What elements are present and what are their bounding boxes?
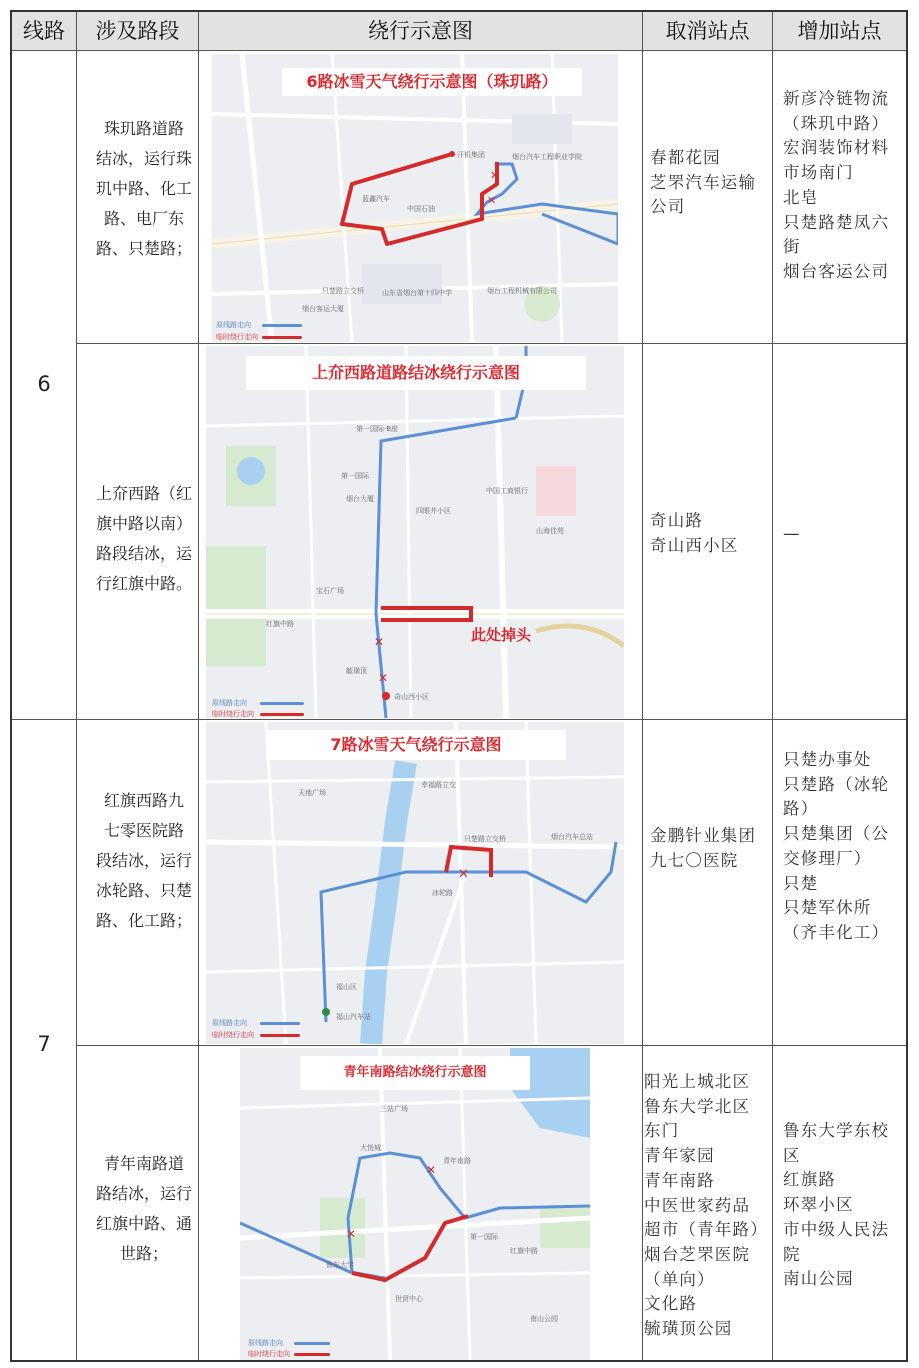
legend-original-line — [262, 324, 302, 327]
detour-map — [206, 722, 624, 1044]
added-stations: 新彦冷链物流 （珠玑中路） 宏润装饰材料 市场南门 北皂 只楚路楚凤六 街 烟台客运公司 — [783, 89, 890, 281]
map-label: 烟台汽车工程职业学院 — [512, 153, 582, 161]
svg-text:✕: ✕ — [378, 671, 389, 685]
section-description: 珠玑路道路 结冰，运行珠 玑中路、化工 路、电厂东 路、只楚路； — [95, 119, 192, 258]
added-stations: 鲁东大学东校 区 红旗路 环翠小区 市中级人民法 院 南山公园 — [783, 1121, 890, 1289]
legend-original: 原线路走向 — [216, 321, 251, 329]
legend-detour-line — [294, 1353, 330, 1356]
map-label: 中国工商银行 — [486, 487, 528, 495]
divider — [76, 1045, 906, 1046]
map-title: 7路冰雪天气绕行示意图 — [266, 730, 566, 760]
map-label: 天地广场 — [298, 789, 326, 797]
svg-text:✕: ✕ — [490, 169, 500, 182]
divider — [76, 343, 906, 344]
svg-text:✕: ✕ — [487, 194, 497, 207]
detour-map — [212, 54, 618, 342]
route-number: 7 — [37, 1032, 51, 1056]
map-label: 第一国际·B座 — [356, 425, 399, 433]
header-section: 涉及路段 — [95, 19, 180, 43]
divider — [772, 12, 773, 1360]
detour-map — [206, 346, 624, 718]
legend-detour: 临时绕行走向 — [248, 1350, 290, 1358]
map-label: 汗机集团 — [457, 151, 485, 159]
section-description: 上夼西路（红 旗中路以南） 路段结冰，运 行红旗中路。 — [95, 484, 192, 593]
map-label: 毓璜顶 — [346, 667, 367, 675]
map-label: 鲁东大学 — [326, 1261, 354, 1269]
map-label: 福山区 — [336, 983, 357, 991]
legend-original: 原线路走向 — [212, 699, 247, 707]
legend-detour: 临时绕行走向 — [212, 710, 254, 718]
route-number: 6 — [37, 372, 51, 396]
map-title: 上夼西路道路结冰绕行示意图 — [246, 356, 586, 390]
map-label: 山东省烟台第十四中学 — [382, 289, 452, 297]
legend-detour-line — [260, 713, 304, 716]
header-map: 绕行示意图 — [368, 19, 473, 43]
cancel-stations: 奇山路 奇山西小区 — [650, 511, 739, 555]
svg-text:✕: ✕ — [346, 1227, 357, 1241]
added-stations: 只楚办事处 只楚路（冰轮 路） 只楚集团（公 交修理厂） 只楚 只楚军休所 （齐丰化工） — [783, 750, 890, 942]
map-label: 世贸中心 — [395, 1295, 423, 1303]
map-label: 红旗中路 — [266, 620, 294, 628]
legend-detour: 临时绕行走向 — [216, 333, 258, 341]
cancel-stations: 金鹏针业集团 九七〇医院 — [650, 826, 757, 870]
legend-detour: 临时绕行走向 — [212, 1031, 254, 1039]
cancel-stations: 阳光上城北区 鲁东大学北区 东门 青年家园 青年南路 中医世家药品 超市（青年路） 烟台芝罘医院 （单向） 文化路 毓璜顶公园 — [644, 1072, 768, 1339]
map-label: 第一国际 — [341, 472, 369, 480]
map-label: 只楚路立交桥 — [464, 835, 506, 843]
legend-original: 原线路走向 — [248, 1339, 283, 1347]
map-label: 只楚路立交桥 — [322, 287, 364, 295]
cancel-stations: 春都花园 芝罘汽车运输 公司 — [650, 148, 757, 217]
added-stations: — — [783, 524, 801, 543]
legend-detour-line — [262, 336, 302, 339]
map-label: 福山汽车站 — [336, 1013, 371, 1021]
map-label: 奇山西小区 — [394, 693, 429, 701]
map-label: 南山公园 — [530, 1315, 558, 1323]
map-label: 烟台客运大厦 — [302, 305, 344, 313]
svg-text:✕: ✕ — [426, 1163, 437, 1177]
map-label: 宝石广场 — [316, 587, 344, 595]
map-label: 山海佳苑 — [536, 527, 564, 535]
map-label: 青年南路 — [443, 1157, 471, 1165]
map-label: 幸福路立交 — [421, 781, 456, 789]
map-label: 红旗中路 — [510, 1247, 538, 1255]
divider — [76, 12, 77, 1360]
header-add: 增加站点 — [797, 19, 882, 43]
map-label: 中国石油 — [407, 205, 435, 213]
u-turn-note: 此处掉头 — [471, 626, 532, 644]
map-label: 蓝鑫汽车 — [362, 195, 390, 203]
header-cancel: 取消站点 — [665, 19, 750, 43]
legend-detour-line — [260, 1034, 300, 1037]
legend-original: 原线路走向 — [212, 1019, 247, 1027]
divider — [642, 12, 643, 1360]
map-label: 四眼井小区 — [416, 507, 451, 515]
map-label: 第一国际 — [470, 1233, 498, 1241]
map-label: 三站广场 — [380, 1105, 408, 1113]
header-route: 线路 — [23, 19, 65, 43]
detour-table — [10, 10, 908, 1362]
legend-original-line — [294, 1342, 330, 1345]
map-title: 青年南路结冰绕行示意图 — [300, 1056, 530, 1090]
detour-map — [240, 1048, 590, 1360]
section-description: 青年南路道 路结冰，运行 红旗中路、通 世路； — [95, 1154, 192, 1263]
svg-text:✕: ✕ — [374, 635, 385, 649]
legend-original-line — [260, 702, 304, 705]
map-title: 6路冰雪天气绕行示意图（珠玑路） — [282, 68, 582, 96]
map-label: 烟台工程机械有限公司 — [487, 287, 557, 295]
legend-original-line — [260, 1022, 300, 1025]
divider — [12, 719, 906, 720]
map-label: 烟台大厦 — [346, 495, 374, 503]
svg-text:✕: ✕ — [458, 867, 469, 882]
map-label: 大悦城 — [360, 1144, 381, 1152]
section-description: 红旗西路九 七零医院路 段结冰，运行 冰轮路、只楚 路、化工路； — [95, 791, 192, 930]
map-label: 冰轮路 — [432, 889, 453, 897]
map-label: 烟台汽车总站 — [551, 833, 593, 841]
